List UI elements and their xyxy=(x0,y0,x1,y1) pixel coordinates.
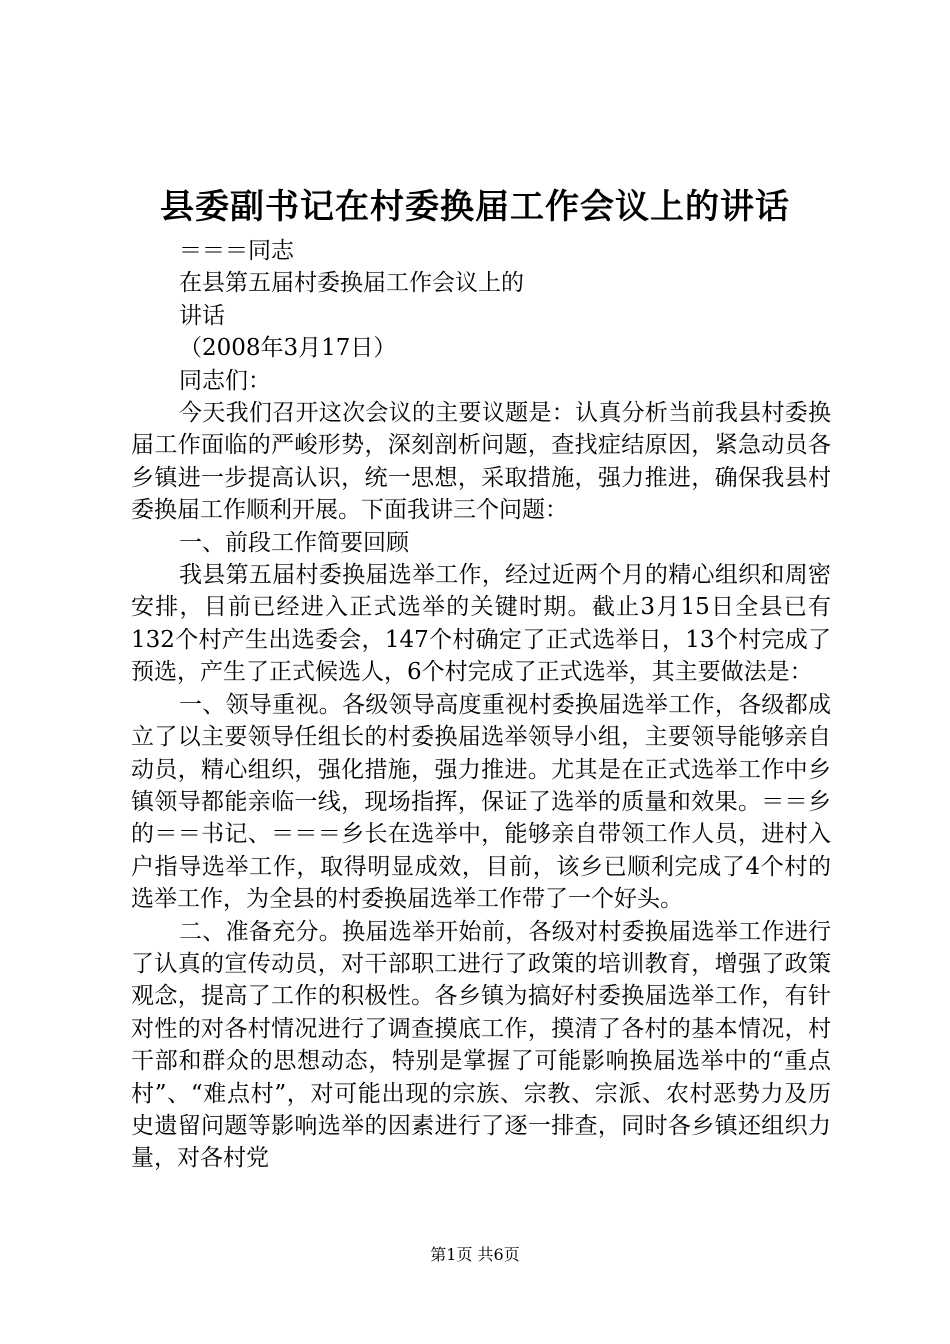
speech-occasion-line-cont: 讲话 xyxy=(179,302,225,329)
paragraph-review: 我县第五届村委换届选举工作，经过近两个月的精心组织和周密安排，目前已经进入正式选举的关键时期。截止3月15日全县已有132个村产生出选委会，147个村确定了正式选举日，13个村完成了预选，产生了正式候选人，6个村完成了正式选举，其主要做法是： xyxy=(131,562,831,686)
page-footer: 第1页 共6页 xyxy=(430,1245,520,1264)
paragraph-intro: 今天我们召开这次会议的主要议题是：认真分析当前我县村委换届工作面临的严峻形势，深刻剖析问题，查找症结原因，紧急动员各乡镇进一步提高认识，统一思想，采取措施，强力推进，确保我县村委换届工作顺利开展。下面我讲三个问题： xyxy=(131,400,831,524)
speaker-line: ＝＝＝同志 xyxy=(179,238,294,264)
document-title: 县委副书记在村委换届工作会议上的讲话 xyxy=(160,187,790,227)
document-body xyxy=(131,235,831,1175)
paragraph-preparation: 二、准备充分。换届选举开始前，各级对村委换届选举工作进行了认真的宣传动员，对干部职工进行了政策的培训教育，增强了政策观念，提高了工作的积极性。各乡镇为搞好村委换届选举工作，有针对性的对各村情况进行了调查摸底工作，摸清了各村的基本情况，村干部和群众的思想动态，特别是掌握了可能影响换届选举中的“重点村”、“难点村”，对可能出现的宗族、宗教、宗派、农村恶势力及历史遗留问题等影响选举的因素进行了逐一排查，同时各乡镇还组织力量，对各村党 xyxy=(131,918,831,1172)
salutation: 同志们： xyxy=(179,367,271,394)
speech-occasion-line: 在县第五届村委换届工作会议上的 xyxy=(179,270,524,297)
speech-date: （2008年3月17日） xyxy=(179,335,397,362)
paragraph-leadership: 一、领导重视。各级领导高度重视村委换届选举工作，各级都成立了以主要领导任组长的村委换届选举领导小组，主要领导能够亲自动员，精心组织，强化措施，强力推进。尤其是在正式选举工作中乡镇领导都能亲临一线，现场指挥，保证了选举的质量和效果。＝＝乡的＝＝书记、＝＝＝乡长在选举中，能够亲自带领工作人员，进村入户指导选举工作，取得明显成效，目前，该乡已顺利完成了4个村的选举工作，为全县的村委换届选举工作带了一个好头。 xyxy=(131,691,831,913)
section-heading: 一、前段工作简要回顾 xyxy=(179,529,409,556)
